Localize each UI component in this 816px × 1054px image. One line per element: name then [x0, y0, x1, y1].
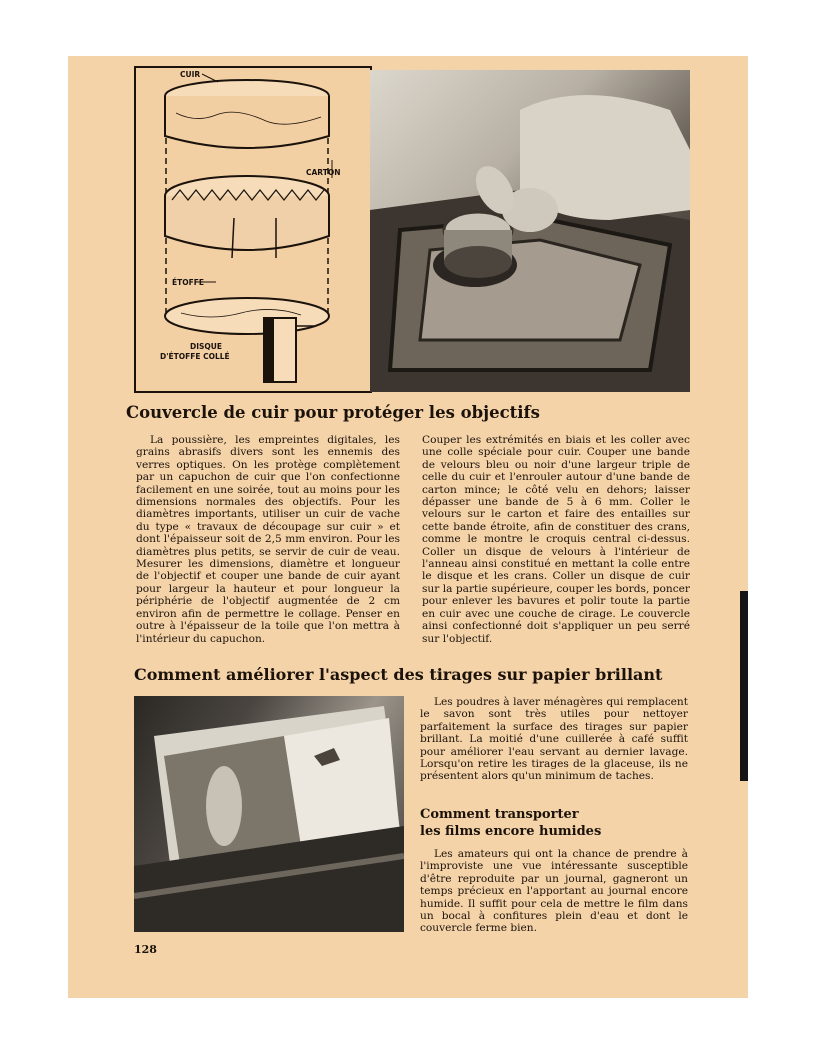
label-disque-etoffe: D'ÉTOFFE COLLÉ [160, 352, 230, 361]
scan-edge-mark [740, 591, 748, 781]
article3-text: Les amateurs qui ont la chance de prendre à l'improviste une vue intéressante susceptible d'être reproduite par un journal, gagneront un temps précieux en l'apportant au journal encore humide. Il suffit pour cela de mettre le film dans un bocal à confitures plein d'eau et dont le couvercle ferme bien. [420, 848, 688, 935]
label-disque: DISQUE [190, 342, 223, 351]
article1-right-text: Couper les extrémités en biais et les coller avec une colle spéciale pour cuir. Couper une bande de velours bleu ou noir d'une largeur triple de celle du cuir et l'enrouler autour d'une bande de carton mince; le côté velu en dehors; laisser dépasser une bande de 5 à 6 mm. Coller le velours sur le carton et faire des entailles sur cette bande étroite, afin de constituer des crans, comme le montre le croquis central ci-dessus. Coller un disque de velours à l'intérieur de l'anneau ainsi constitué en mettant la colle entre le disque et les crans. Coller un disque de cuir sur la partie supérieure, couper les bords, poncer pour enlever les bavures et polir toute la partie en cuir avec une couche de cirage. Le couvercle ainsi confectionné doit s'appliquer un peu serré sur l'objectif. [422, 434, 690, 645]
label-cuir: CUIR [180, 70, 201, 79]
article3-column [420, 848, 688, 935]
camera-photo-art [370, 70, 690, 392]
article2-title: Comment améliorer l'aspect des tirages sur papier brillant [134, 665, 663, 684]
article2-column [420, 696, 688, 783]
article2-text: Les poudres à laver ménagères qui remplacent le savon sont très utiles pour nettoyer parfaitement la surface des tirages sur papier brillant. La moitié d'une cuillerée à café suffit pour améliorer l'eau servant au dernier lavage. Lorsqu'on retire les tirages de la glaceuse, ils ne présentent alors qu'un minimum de taches. [420, 696, 688, 783]
article1-left-column [136, 434, 400, 645]
article1-title: Couvercle de cuir pour protéger les objectifs [126, 403, 540, 422]
lens-cap-diagram [134, 66, 372, 393]
article1-right-column [422, 434, 690, 645]
article3-title-line2: les films encore humides [420, 824, 602, 839]
article3-title-line1: Comment transporter [420, 807, 579, 822]
page-number: 128 [134, 943, 157, 956]
label-carton: CARTON [306, 168, 341, 177]
diagram-drawing [136, 68, 370, 391]
label-etoffe: ÉTOFFE [172, 278, 204, 287]
magazine-page [68, 56, 748, 998]
camera-lens-photo [370, 70, 690, 392]
article1-left-text: La poussière, les empreintes digitales, les grains abrasifs divers sont les ennemis des verres optiques. On les protège complètement par un capuchon de cuir que l'on confectionne facilement en une soirée, tout au moins pour les dimensions normales des objectifs. Pour les diamètres importants, utiliser un cuir de vache du type « travaux de découpage sur cuir » et dont l'épaisseur soit de 2,5 mm environ. Pour les diamètres plus petits, se servir de cuir de veau. Mesurer les dimensions, diamètre et longueur de l'objectif et couper une bande de cuir ayant pour largeur la hauteur et pour longueur la périphérie de l'objectif augmentée de 2 cm environ afin de permettre le collage. Penser en outre à l'épaisseur de la toile que l'on mettra à l'intérieur du capuchon. [136, 434, 400, 645]
prints-photo-art [134, 696, 404, 932]
article3-title [420, 806, 601, 840]
glossy-prints-photo [134, 696, 404, 932]
